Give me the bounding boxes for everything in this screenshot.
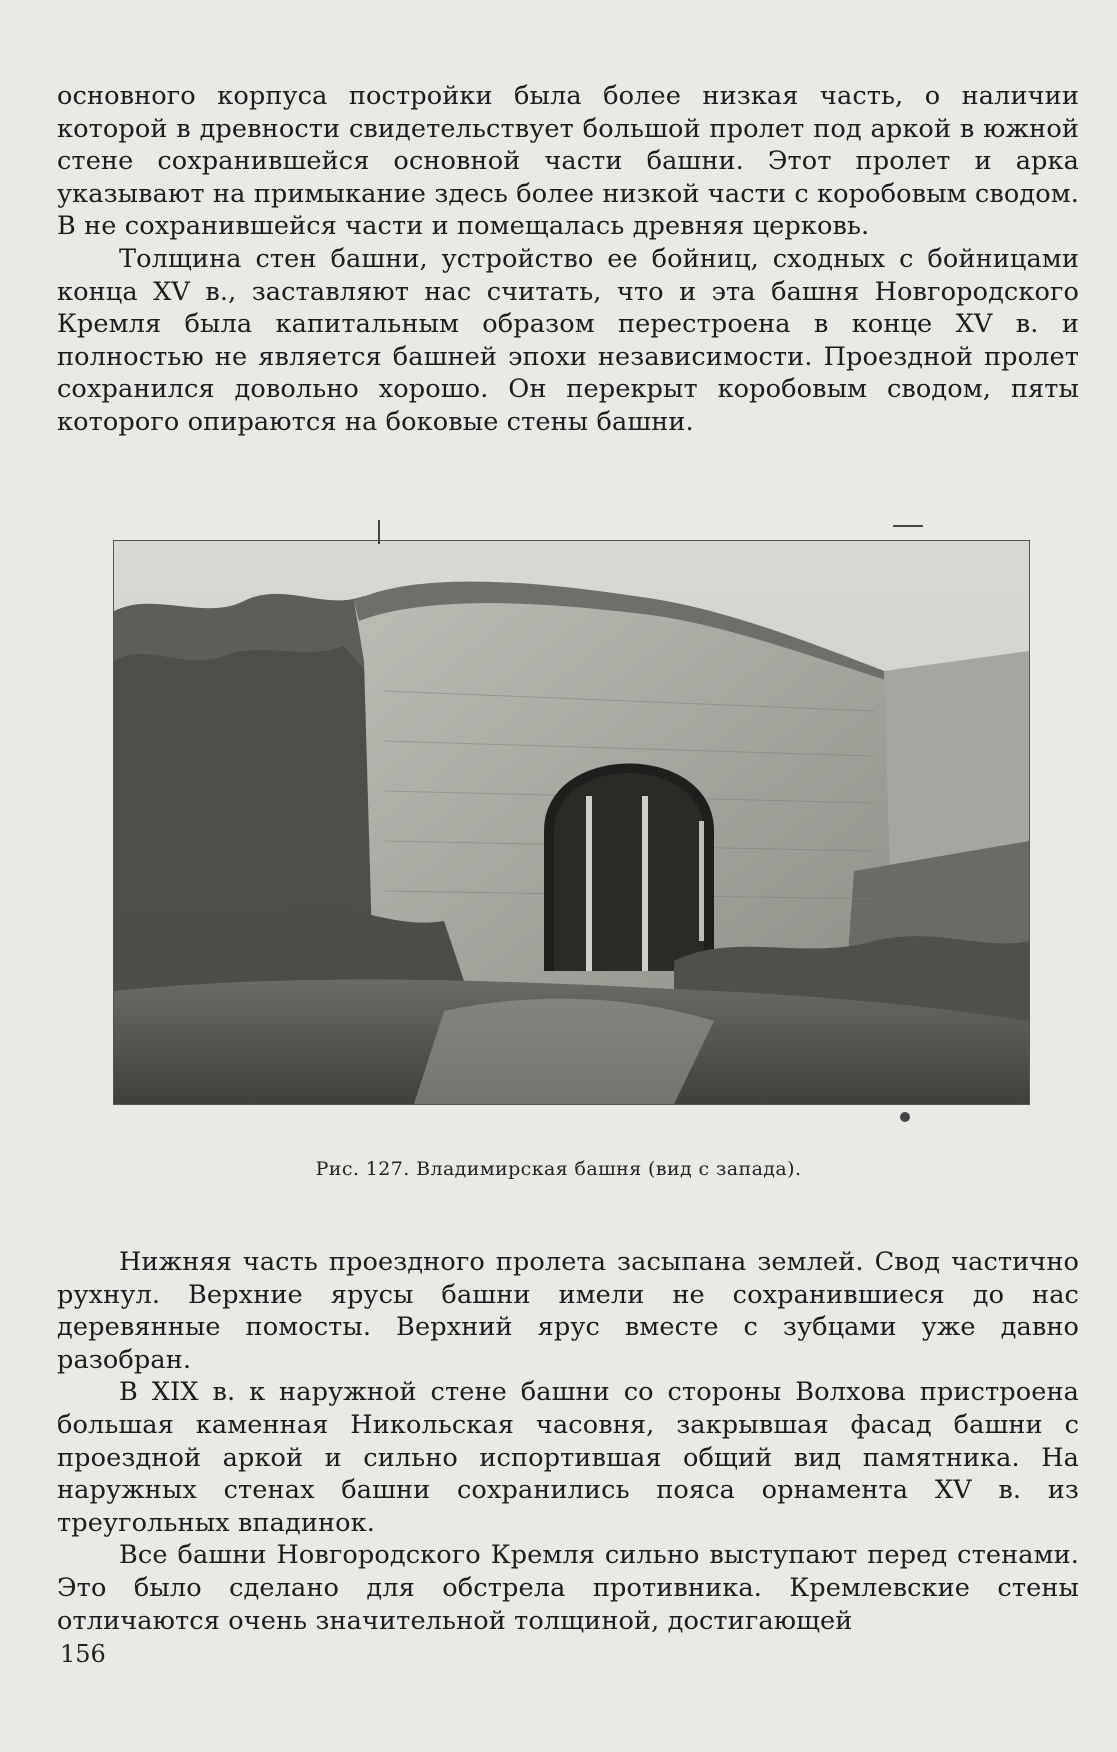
figure-caption: Рис. 127. Владимирская башня (вид с запада). [315, 1158, 802, 1180]
tower-photo-illustration [114, 541, 1029, 1104]
paragraph: Толщина стен башни, устройство ее бойниц, сходных с бойницами конца XV в., заставляют нас считать, что и эта башня Новгородского Кремля была капитальным образом перестроена в конце XV в. и полностью не является башней эпохи независимости. Проездной пролет сохранился довольно хорошо. Он перекрыт коробовым сводом, пяты которого опираются на боковые стены башни. [57, 243, 1079, 437]
top-text-block [57, 80, 1079, 439]
page-number: 156 [60, 1640, 106, 1668]
paragraph-continuation: основного корпуса постройки была более низкая часть, о наличии которой в древности свидетельствует большой пролет под аркой в южной стене сохранившейся основной части башни. Этот пролет и арка указывают на примыкание здесь более низкой части с коробовым сводом. В не сохранившейся части и помещалась древняя церковь. [57, 81, 1079, 242]
print-speck [378, 520, 380, 544]
figure-photo-vladimir-tower [113, 540, 1030, 1105]
print-speck [893, 525, 923, 527]
paragraph: Все башни Новгородского Кремля сильно выступают перед стенами. Это было сделано для обстрела противника. Кремлевские стены отличаются очень значительной толщиной, достигающей [57, 1540, 1079, 1636]
paragraph: В XIX в. к наружной стене башни со стороны Волхова пристроена большая каменная Никольская часовня, закрывшая фасад башни с проездной аркой и сильно испортившая общий вид памятника. На наружных стенах башни сохранились пояса орнамента XV в. из треугольных впадинок. [57, 1377, 1079, 1538]
bottom-text-block [57, 1246, 1079, 1637]
paragraph: Нижняя часть проездного пролета засыпана землей. Свод частично рухнул. Верхние ярусы башни имели не сохранившиеся до нас деревянные помосты. Верхний ярус вместе с зубцами уже давно разобран. [57, 1247, 1079, 1375]
print-speck [900, 1112, 910, 1122]
